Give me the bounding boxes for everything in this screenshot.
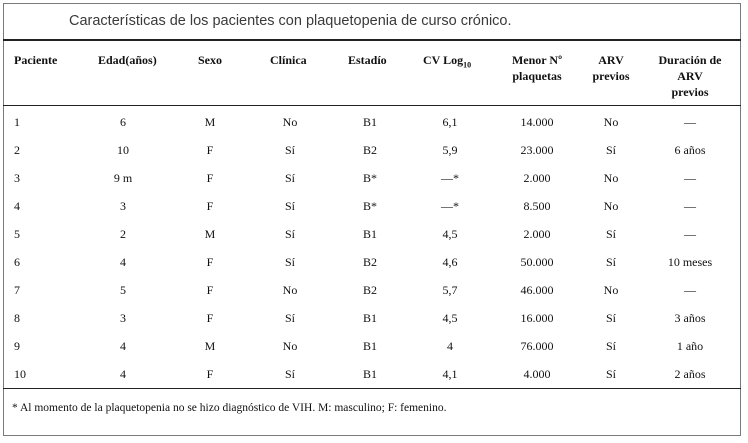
- cell-arv: Sí: [605, 143, 616, 157]
- header-menor-line1: Menor Nº: [511, 53, 563, 67]
- cell-paciente: 10: [14, 367, 26, 381]
- cell-duracion: 6 años: [674, 143, 706, 157]
- cell-estadio: B2: [362, 255, 377, 269]
- header-bottom-rule: [3, 105, 741, 106]
- cell-estadio: B2: [362, 283, 377, 297]
- cell-sexo: F: [206, 143, 214, 157]
- cell-arv: No: [603, 199, 619, 213]
- header-duracion-arv: [648, 52, 732, 100]
- cell-edad: 4: [120, 339, 126, 353]
- cell-sexo: M: [204, 115, 216, 129]
- cell-arv: Sí: [605, 227, 616, 241]
- cell-paciente: 3: [14, 171, 20, 185]
- cell-clinica: Sí: [284, 367, 295, 381]
- cell-sexo: F: [206, 311, 214, 325]
- cell-estadio: B2: [362, 143, 377, 157]
- cell-cv: 5,7: [442, 283, 458, 297]
- cell-cv: 4: [447, 339, 453, 353]
- cell-sexo: M: [204, 339, 216, 353]
- cell-duracion: —: [684, 227, 696, 241]
- header-arv-previos: [585, 52, 637, 84]
- cell-paciente: 2: [14, 143, 20, 157]
- header-duracion-line2: ARV: [677, 69, 703, 83]
- header-edad: Edad(años): [98, 53, 157, 67]
- cell-cv: —*: [441, 199, 459, 213]
- cell-edad: 6: [120, 115, 126, 129]
- header-menor-plaquetas: [496, 52, 578, 84]
- cell-clinica: Sí: [284, 199, 295, 213]
- cell-clinica: Sí: [284, 311, 295, 325]
- cell-duracion: —: [684, 283, 696, 297]
- cell-clinica: Sí: [284, 171, 295, 185]
- header-menor-line2: plaquetas: [512, 69, 562, 83]
- header-top-rule: [3, 39, 741, 41]
- cell-menor: 2.000: [523, 227, 551, 241]
- cell-edad: 5: [120, 283, 126, 297]
- table-footnote: * Al momento de la plaquetopenia no se hizo diagnóstico de VIH. M: masculino; F: femenino.: [12, 402, 447, 414]
- cell-estadio: B1: [362, 311, 377, 325]
- cell-cv: 6,1: [442, 115, 458, 129]
- cell-duracion: 3 años: [674, 311, 706, 325]
- cell-cv: 4,6: [442, 255, 458, 269]
- cell-arv: Sí: [605, 367, 616, 381]
- cell-edad: 4: [120, 367, 126, 381]
- cell-arv: Sí: [605, 311, 616, 325]
- header-arv-line2: previos: [592, 69, 630, 83]
- cell-estadio: B*: [362, 199, 377, 213]
- header-arv-line1: ARV: [598, 53, 624, 67]
- cell-menor: 14.000: [520, 115, 554, 129]
- cell-arv: Sí: [605, 255, 616, 269]
- cell-cv: —*: [441, 171, 459, 185]
- cell-menor: 76.000: [520, 339, 554, 353]
- cell-edad: 2: [120, 227, 126, 241]
- table-bottom-rule: [3, 388, 741, 389]
- cell-cv: 4,1: [442, 367, 458, 381]
- cell-arv: Sí: [605, 339, 616, 353]
- cell-duracion: —: [684, 199, 696, 213]
- cell-duracion: —: [684, 115, 696, 129]
- header-sexo: Sexo: [198, 53, 222, 67]
- cell-sexo: F: [206, 255, 214, 269]
- cell-estadio: B*: [362, 171, 377, 185]
- cell-duracion: 2 años: [674, 367, 706, 381]
- cell-sexo: F: [206, 283, 214, 297]
- cell-paciente: 8: [14, 311, 20, 325]
- cell-edad: 3: [120, 311, 126, 325]
- cell-clinica: Sí: [284, 227, 295, 241]
- cell-estadio: B1: [362, 339, 377, 353]
- cell-duracion: 10 meses: [667, 255, 713, 269]
- cell-cv: 4,5: [442, 311, 458, 325]
- header-cv-log-base: CV Log: [423, 53, 464, 67]
- cell-edad: 9 m: [113, 171, 133, 185]
- header-duracion-line3: previos: [671, 85, 709, 99]
- cell-arv: No: [603, 171, 619, 185]
- cell-paciente: 4: [14, 199, 20, 213]
- cell-duracion: —: [684, 171, 696, 185]
- cell-estadio: B1: [362, 115, 377, 129]
- header-paciente: Paciente: [14, 53, 58, 67]
- cell-arv: No: [603, 283, 619, 297]
- header-estadio: Estadío: [348, 53, 387, 67]
- cell-cv: 4,5: [442, 227, 458, 241]
- cell-sexo: F: [206, 171, 214, 185]
- cell-estadio: B1: [362, 227, 377, 241]
- cell-clinica: No: [282, 283, 298, 297]
- cell-menor: 2.000: [523, 171, 551, 185]
- cell-menor: 4.000: [523, 367, 551, 381]
- cell-menor: 46.000: [520, 283, 554, 297]
- cell-paciente: 1: [14, 115, 20, 129]
- header-cv-log: [423, 52, 471, 73]
- cell-menor: 50.000: [520, 255, 554, 269]
- cell-cv: 5,9: [442, 143, 458, 157]
- header-cv-log-sub: 10: [463, 60, 472, 70]
- cell-clinica: No: [282, 115, 298, 129]
- cell-edad: 10: [117, 143, 129, 157]
- header-duracion-line1: Duración de: [658, 53, 722, 67]
- cell-paciente: 5: [14, 227, 20, 241]
- cell-sexo: F: [206, 199, 214, 213]
- cell-sexo: F: [206, 367, 214, 381]
- cell-paciente: 9: [14, 339, 20, 353]
- cell-sexo: M: [204, 227, 216, 241]
- cell-clinica: Sí: [284, 143, 295, 157]
- cell-edad: 3: [120, 199, 126, 213]
- header-clinica: Clínica: [270, 53, 307, 67]
- cell-paciente: 7: [14, 283, 20, 297]
- cell-clinica: Sí: [284, 255, 295, 269]
- cell-arv: No: [603, 115, 619, 129]
- cell-edad: 4: [120, 255, 126, 269]
- cell-paciente: 6: [14, 255, 20, 269]
- cell-menor: 16.000: [520, 311, 554, 325]
- table-title: Características de los pacientes con plaquetopenia de curso crónico.: [69, 13, 512, 29]
- cell-menor: 8.500: [523, 199, 551, 213]
- cell-clinica: No: [282, 339, 298, 353]
- cell-duracion: 1 año: [676, 339, 704, 353]
- cell-menor: 23.000: [520, 143, 554, 157]
- cell-estadio: B1: [362, 367, 377, 381]
